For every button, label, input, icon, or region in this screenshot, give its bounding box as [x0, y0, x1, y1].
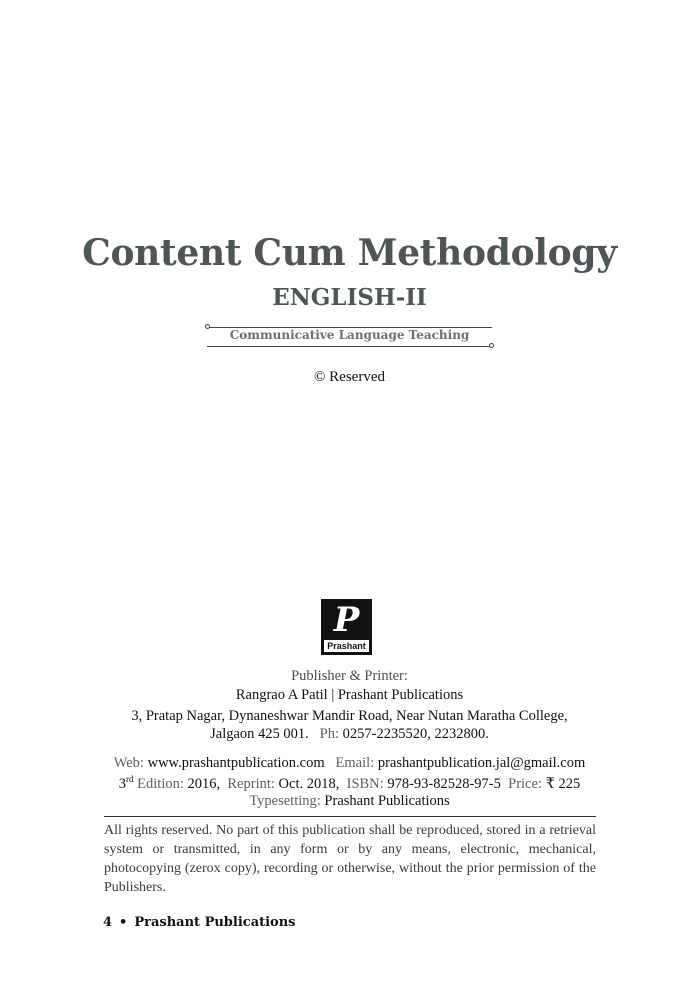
- publisher-name: Rangrao A Patil | Prashant Publications: [235, 687, 464, 703]
- book-tagline: Communicative Language Teaching: [229, 328, 470, 342]
- footer-publisher: Prashant Publications: [134, 915, 296, 930]
- rights-notice: All rights reserved. No part of this publication shall be reproduced, stored in a retrieval system or transmitted, in any form or by any means, electronic, mechanical, photocopying (zerox copy), recording or otherwise, without the prior permission of the Publishers.: [104, 823, 596, 895]
- publisher-logo: [321, 599, 372, 655]
- ornament-dot-right: [489, 343, 494, 348]
- ornament-rule-bottom: [207, 346, 490, 347]
- copyright-notice: © Reserved: [314, 369, 385, 385]
- page-number: 4: [103, 915, 113, 930]
- edition-suffix: rd: [126, 774, 134, 784]
- web-address: www.prashantpublication.com: [147, 755, 325, 771]
- edition-year: 2016,: [187, 775, 221, 792]
- typesetting-row: [0, 793, 699, 810]
- price-value: ₹ 225: [545, 775, 581, 792]
- phone-label: Ph:: [319, 726, 340, 742]
- phone-number: 0257-2235520, 2232800.: [342, 726, 489, 742]
- publisher-label: Publisher & Printer:: [291, 668, 408, 684]
- publisher-city-phone: [0, 726, 699, 743]
- footer-bullet: •: [119, 915, 128, 930]
- logo-monogram: P: [333, 600, 360, 640]
- edition-row: [0, 774, 699, 793]
- edition-number: 3: [118, 775, 127, 792]
- web-label: Web:: [113, 755, 144, 771]
- reprint-label: Reprint:: [227, 775, 275, 792]
- email-label: Email:: [335, 755, 375, 771]
- book-subtitle: ENGLISH-II: [272, 284, 427, 311]
- contact-row: [0, 755, 699, 772]
- typesetting-value: Prashant Publications: [324, 793, 450, 809]
- isbn-label: ISBN:: [346, 775, 384, 792]
- edition-label: Edition:: [137, 775, 184, 792]
- page-footer: [103, 915, 296, 930]
- price-label: Price:: [508, 775, 542, 792]
- typesetting-label: Typesetting:: [249, 793, 321, 809]
- book-title: Content Cum Methodology: [82, 232, 617, 274]
- isbn-number: 978-93-82528-97-5: [387, 775, 501, 792]
- publisher-city: Jalgaon 425 001.: [210, 726, 309, 742]
- reprint-date: Oct. 2018,: [278, 775, 340, 792]
- email-address: prashantpublication.jal@gmail.com: [377, 755, 586, 771]
- rights-divider: [104, 816, 596, 817]
- publisher-address: 3, Pratap Nagar, Dynaneshwar Mandir Road, Near Nutan Maratha College,: [131, 708, 568, 724]
- logo-wordmark: Prashant: [324, 640, 369, 652]
